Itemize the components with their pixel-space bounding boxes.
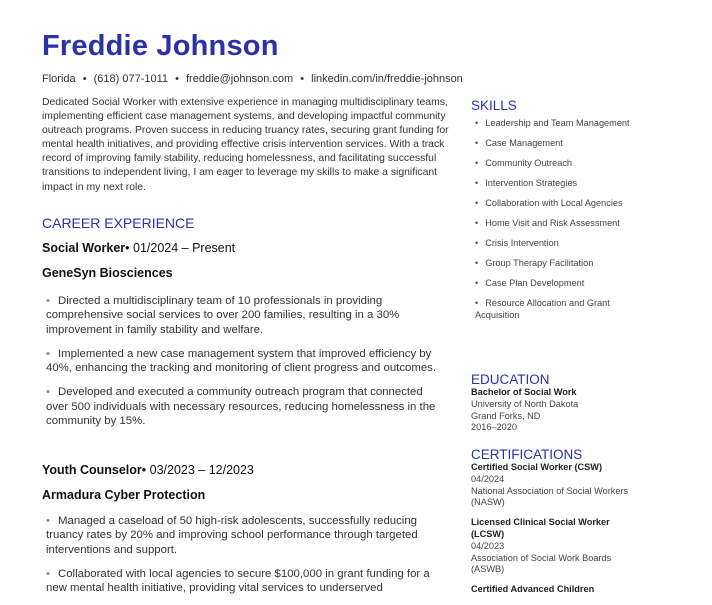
certification-org: Association of Social Work Boards (ASWB) xyxy=(471,552,612,575)
job-heading xyxy=(42,463,254,477)
list-item: • Collaborated with local agencies to secure $100,000 in grant funding for a new mental health initiative, providing vital services to underserved xyxy=(46,567,430,595)
contact-linkedin[interactable]: linkedin.com/in/freddie-johnson xyxy=(311,73,463,85)
education-degree: Bachelor of Social Work xyxy=(471,387,577,397)
certification-name: Certified Advanced Children xyxy=(471,584,595,595)
education-heading: EDUCATION xyxy=(471,372,550,387)
education-years: 2016–2020 xyxy=(471,422,517,433)
skill-item: • Crisis Intervention xyxy=(475,238,559,248)
education-location: Grand Forks, ND xyxy=(471,410,541,421)
skill-item: • Leadership and Team Management xyxy=(475,118,630,128)
list-item: • Developed and executed a community outreach program that connected over 500 individuals with necessary resources, reducing homelessness in the community by 15%. xyxy=(46,386,436,428)
certification-name: Licensed Clinical Social Worker (LCSW) xyxy=(471,517,610,539)
contact-location: Florida xyxy=(42,73,76,85)
job-company: Armadura Cyber Protection xyxy=(42,488,206,502)
skill-item: • Resource Allocation and Grant Acquisition xyxy=(475,298,610,320)
job-bullets xyxy=(42,514,442,605)
certification-org: National Association of Social Workers (NASW) xyxy=(471,485,629,508)
list-item: • Managed a caseload of 50 high-risk adolescents, successfully reducing truancy rates by 20% and improving school performance through targeted interventions and support. xyxy=(46,515,418,556)
skill-item: • Group Therapy Facilitation xyxy=(475,258,594,268)
list-item: • Implemented a new case management system that improved efficiency by 40%, enhancing the tracking and monitoring of client progress and outcomes. xyxy=(46,347,437,375)
contact-separator: • xyxy=(175,73,179,85)
certifications-heading: CERTIFICATIONS xyxy=(471,447,583,462)
certification-name: Certified Social Worker (CSW) xyxy=(471,462,603,472)
candidate-name: Freddie Johnson xyxy=(42,30,279,62)
job-dates: • 03/2023 – 12/2023 xyxy=(141,463,254,477)
skill-item: • Home Visit and Risk Assessment xyxy=(475,218,620,228)
contact-separator: • xyxy=(300,73,305,85)
skills-section xyxy=(471,98,631,329)
certification-date: 04/2023 xyxy=(471,540,505,551)
skills-list xyxy=(471,117,631,321)
job-role: Social Worker xyxy=(42,241,126,255)
contact-separator: • xyxy=(82,73,87,85)
education-school: University of North Dakota xyxy=(471,398,579,409)
skill-item: • Intervention Strategies xyxy=(475,178,578,188)
contact-email[interactable]: freddie@johnson.com xyxy=(186,73,294,85)
contact-phone[interactable]: (618) 077-1011 xyxy=(93,73,169,85)
certification-item xyxy=(471,462,631,509)
skills-heading: SKILLS xyxy=(471,98,517,113)
job-heading xyxy=(42,241,235,255)
list-item: • Directed a multidisciplinary team of 10 professionals in providing comprehensive social services to over 200 families, resulting in a 30% improvement in family stability and welfare. xyxy=(46,295,400,336)
job-role: Youth Counselor xyxy=(42,463,142,477)
job-company: GeneSyn Biosciences xyxy=(42,266,173,280)
certification-date: 04/2024 xyxy=(471,473,505,484)
job-bullets xyxy=(42,294,442,438)
certification-item xyxy=(471,517,631,576)
professional-summary: Dedicated Social Worker with extensive experience in managing multidisciplinary teams, implementing efficient case management systems, and developing impactful community outreach programs. Proven success in reducing truancy rates, securing grant funding for mental health initiatives, and providing effective crisis intervention services. With a track record of improving family stability, reducing homelessness, and facilitating successful transitions to independent living, I am eager to leverage my skills to make a significant impact in my next role. xyxy=(42,97,449,193)
career-experience-heading: CAREER EXPERIENCE xyxy=(42,215,195,231)
education-section xyxy=(471,372,631,434)
skill-item: • Case Plan Development xyxy=(475,278,585,288)
job-dates: • 01/2024 – Present xyxy=(125,241,236,255)
certification-item xyxy=(471,584,631,596)
certifications-section xyxy=(471,447,631,604)
skill-item: • Community Outreach xyxy=(475,158,573,168)
contact-line xyxy=(42,73,463,85)
skill-item: • Case Management xyxy=(475,138,563,148)
skill-item: • Collaboration with Local Agencies xyxy=(475,198,623,208)
